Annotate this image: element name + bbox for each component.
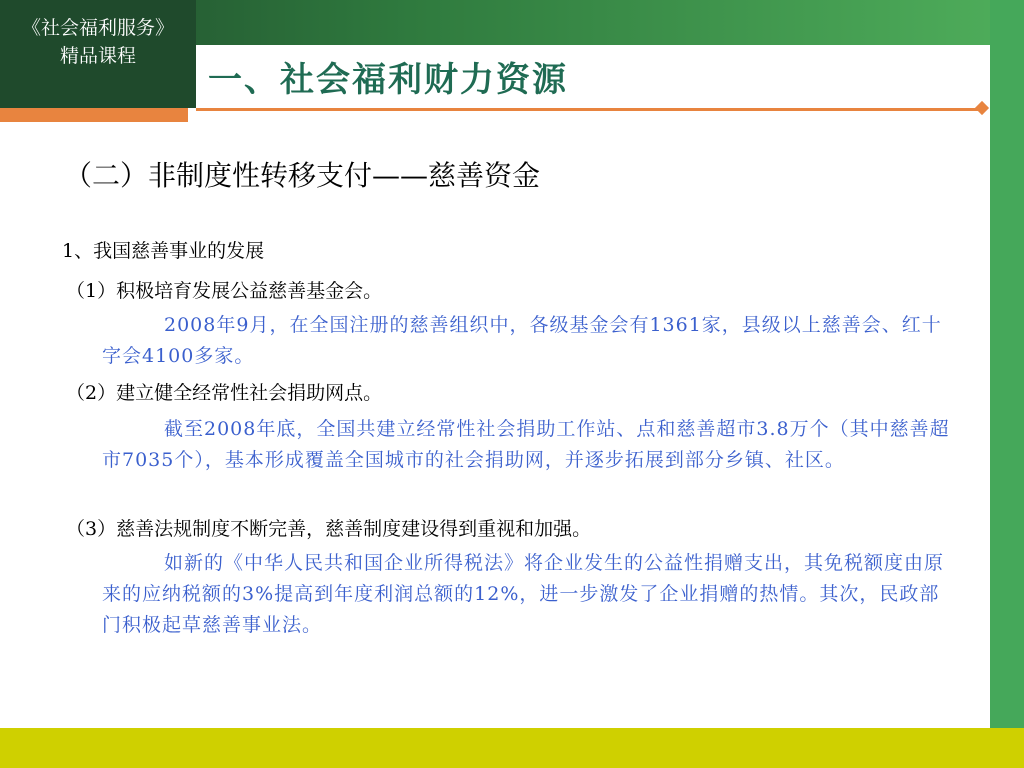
item-1-label: （1）积极培育发展公益慈善基金会。	[66, 280, 383, 302]
right-band	[990, 0, 1024, 750]
title-rule	[196, 108, 982, 111]
section-heading: （二）非制度性转移支付——慈善资金	[64, 159, 541, 192]
item-1-detail: 2008年9月，在全国注册的慈善组织中，各级基金会有1361家，县级以上慈善会、红十字会4100多家。	[102, 314, 942, 367]
footer-band	[0, 728, 1024, 768]
subheading: 1、我国慈善事业的发展	[62, 240, 265, 262]
course-label-line2: 精品课程	[59, 45, 136, 67]
item-3-detail: 如新的《中华人民共和国企业所得税法》将企业发生的公益性捐赠支出，其免税额度由原来的应纳税额的3%提高到年度利润总额的12%，进一步激发了企业捐赠的热情。其次，民政部门积极起草慈善事业法。	[102, 552, 945, 636]
item-2-detail: 截至2008年底，全国共建立经常性社会捐助工作站、点和慈善超市3.8万个（其中慈善超市7035个），基本形成覆盖全国城市的社会捐助网，并逐步拓展到部分乡镇、社区。	[102, 418, 950, 471]
slide-title: 一、社会福利财力资源	[208, 60, 568, 100]
item-3-label: （3）慈善法规制度不断完善，慈善制度建设得到重视和加强。	[66, 518, 592, 540]
course-accent-bar	[0, 108, 188, 122]
item-2-label: （2）建立健全经常性社会捐助网点。	[66, 382, 383, 404]
course-label	[0, 0, 196, 108]
course-label-line1: 《社会福利服务》	[21, 17, 174, 39]
